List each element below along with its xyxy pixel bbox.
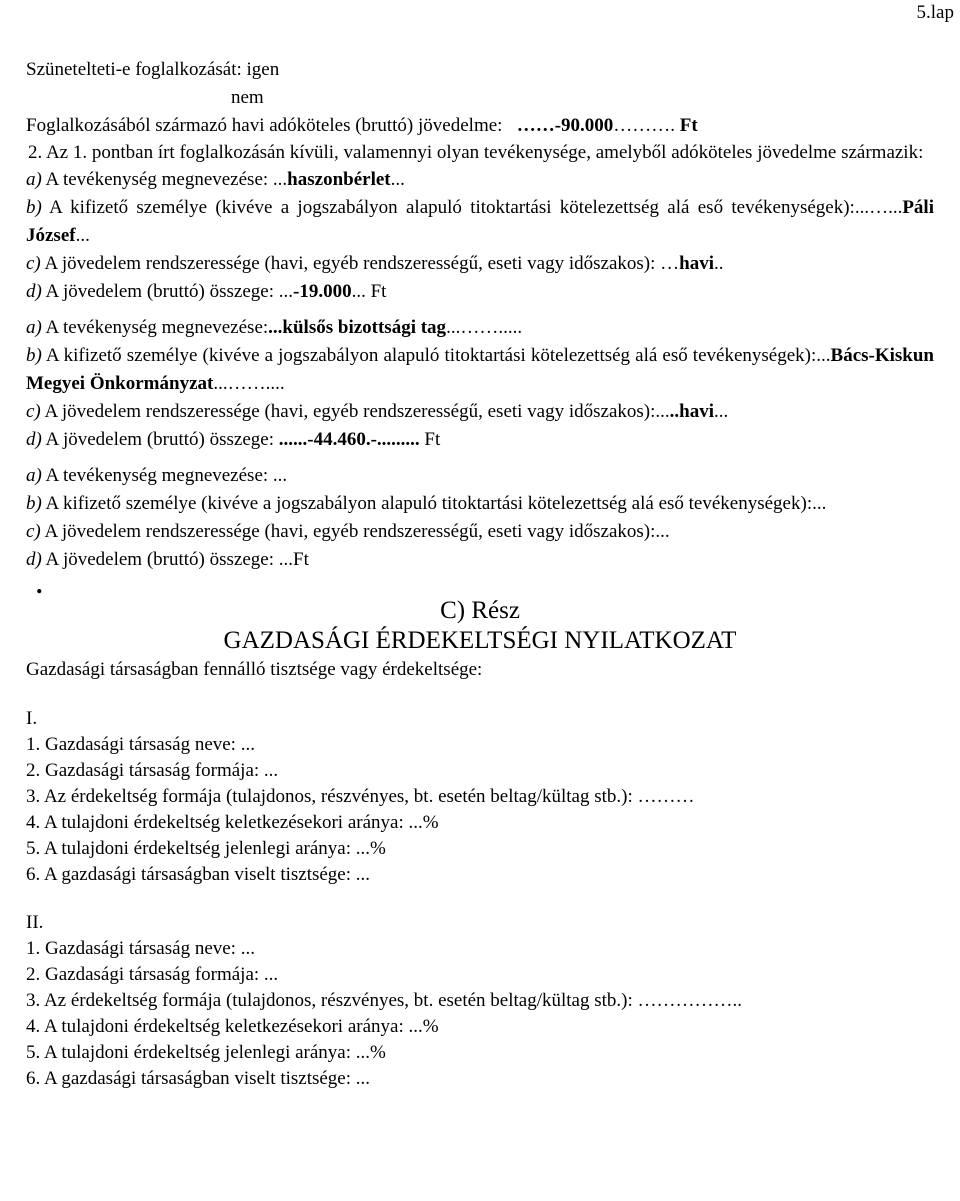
payer-dots: ...…….... [213, 373, 285, 394]
income-value: ……-90.000 [516, 115, 614, 136]
position-row: 6. A gazdasági társaságban viselt tisztsége: ... [26, 1068, 371, 1089]
income-unit: Ft [679, 115, 698, 136]
payer-dots: ... [75, 225, 90, 246]
payer-label: A kifizető személye (kivéve a jogszabályon alapuló titoktartási kötelezettség alá eső tevékenységek):... [41, 493, 827, 514]
activity-1-c [26, 250, 934, 278]
activity-1-a [26, 166, 934, 194]
regularity-label: A jövedelem rendszeressége (havi, egyéb rendszerességű, eseti vagy időszakos):... [40, 521, 670, 542]
amount-label: A jövedelem (bruttó) összege: [41, 429, 279, 450]
item-letter-a: a) [26, 169, 42, 190]
amount-value: -19.000 [293, 281, 352, 302]
section-c-subtitle: GAZDASÁGI ÉRDEKELTSÉGI NYILATKOZAT [223, 627, 737, 654]
item-letter-d: d) [26, 549, 42, 570]
activity-name-label: A tevékenység megnevezése: ... [41, 169, 288, 190]
payer-label: A kifizető személye (kivéve a jogszabályon alapuló titoktartási kötelezettség alá eső tevékenységek):...…... [41, 197, 903, 218]
current-share-row: 5. A tulajdoni érdekeltség jelenlegi aránya: ...% [26, 1042, 386, 1063]
regularity-label: A jövedelem rendszeressége (havi, egyéb rendszerességű, eseti vagy időszakos): … [40, 253, 680, 274]
activity-name-dots: ... [390, 169, 405, 190]
item-letter-c: c) [26, 401, 41, 422]
amount-value: ......-44.460.-......... [278, 429, 420, 450]
item-letter-c: c) [26, 521, 41, 542]
section-c-title: C) Rész [440, 597, 520, 624]
payer-value: Páli József [26, 197, 934, 246]
activity-3-a [26, 462, 934, 490]
activity-3-c [26, 518, 934, 546]
activity-name-label: A tevékenység megnevezése: ... [41, 465, 288, 486]
activity-2-c [26, 398, 934, 426]
income-label: Foglalkozásából származó havi adóköteles (bruttó) jövedelme: [26, 115, 503, 136]
interest-form-row: 3. Az érdekeltség formája (tulajdonos, részvényes, bt. esetén beltag/kültag stb.): ……… [26, 786, 695, 807]
activity-name-dots: ...……..... [446, 317, 523, 338]
activity-3-d [26, 546, 934, 574]
activity-1-d [26, 278, 934, 306]
document-body [26, 56, 934, 1092]
amount-label: A jövedelem (bruttó) összege: ... [41, 281, 293, 302]
amount-unit: ... Ft [351, 281, 387, 302]
company-block-1 [26, 706, 934, 888]
regularity-label: A jövedelem rendszeressége (havi, egyéb rendszerességű, eseti vagy időszakos):... [40, 401, 670, 422]
activity-block-2 [26, 314, 934, 454]
activity-3-b [26, 490, 934, 518]
section-2-intro: 2. Az 1. pontban írt foglalkozásán kívüli, valamennyi olyan tevékenysége, amelyből adóköteles jövedelme származik: [28, 142, 924, 163]
regularity-value: havi [679, 253, 715, 274]
page-number: 5.lap [916, 2, 954, 23]
company-roman: I. [26, 708, 38, 729]
interest-form-row: 3. Az érdekeltség formája (tulajdonos, részvényes, bt. esetén beltag/kültag stb.): …………….. [26, 990, 743, 1011]
regularity-dots: .. [714, 253, 724, 274]
lone-dot: . [36, 570, 43, 599]
amount-unit: Ft [419, 429, 441, 450]
activity-block-3 [26, 462, 934, 574]
item-letter-b: b) [26, 197, 42, 218]
initial-share-row: 4. A tulajdoni érdekeltség keletkezésekori aránya: ...% [26, 1016, 439, 1037]
activity-2-b [26, 342, 934, 398]
company-roman: II. [26, 912, 44, 933]
payer-value: Bács-Kiskun Megyei Önkormányzat [26, 345, 934, 394]
activity-2-d [26, 426, 934, 454]
activity-name-label: A tevékenység megnevezése: [41, 317, 269, 338]
company-name-row: 1. Gazdasági társaság neve: ... [26, 734, 255, 755]
company-form-row: 2. Gazdasági társaság formája: ... [26, 964, 279, 985]
activity-1-b [26, 194, 934, 250]
current-share-row: 5. A tulajdoni érdekeltség jelenlegi aránya: ...% [26, 838, 386, 859]
amount-label: A jövedelem (bruttó) összege: ... [41, 549, 293, 570]
item-letter-a: a) [26, 465, 42, 486]
item-letter-d: d) [26, 429, 42, 450]
regularity-value: ..havi [669, 401, 715, 422]
employment-income-line [26, 112, 934, 140]
position-row: 6. A gazdasági társaságban viselt tisztsége: ... [26, 864, 371, 885]
item-letter-c: c) [26, 253, 41, 274]
item-letter-b: b) [26, 493, 42, 514]
item-letter-d: d) [26, 281, 42, 302]
amount-unit: Ft [293, 549, 309, 570]
section-c-intro: Gazdasági társaságban fennálló tisztsége vagy érdekeltsége: [26, 659, 483, 680]
company-form-row: 2. Gazdasági társaság formája: ... [26, 760, 279, 781]
activity-name-value: haszonbérlet [287, 169, 391, 190]
suspended-answer: nem [231, 87, 264, 108]
activity-block-1 [26, 166, 934, 306]
company-block-2 [26, 910, 934, 1092]
payer-label: A kifizető személye (kivéve a jogszabályon alapuló titoktartási kötelezettség alá eső tevékenységek):... [41, 345, 831, 366]
suspended-line: Szünetelteti-e foglalkozását: igen [26, 59, 280, 80]
income-dots: ………. [613, 115, 676, 136]
regularity-dots: ... [714, 401, 729, 422]
company-name-row: 1. Gazdasági társaság neve: ... [26, 938, 255, 959]
activity-2-a [26, 314, 934, 342]
item-letter-a: a) [26, 317, 42, 338]
initial-share-row: 4. A tulajdoni érdekeltség keletkezésekori aránya: ...% [26, 812, 439, 833]
item-letter-b: b) [26, 345, 42, 366]
activity-name-value: ...külsős bizottsági tag [268, 317, 447, 338]
